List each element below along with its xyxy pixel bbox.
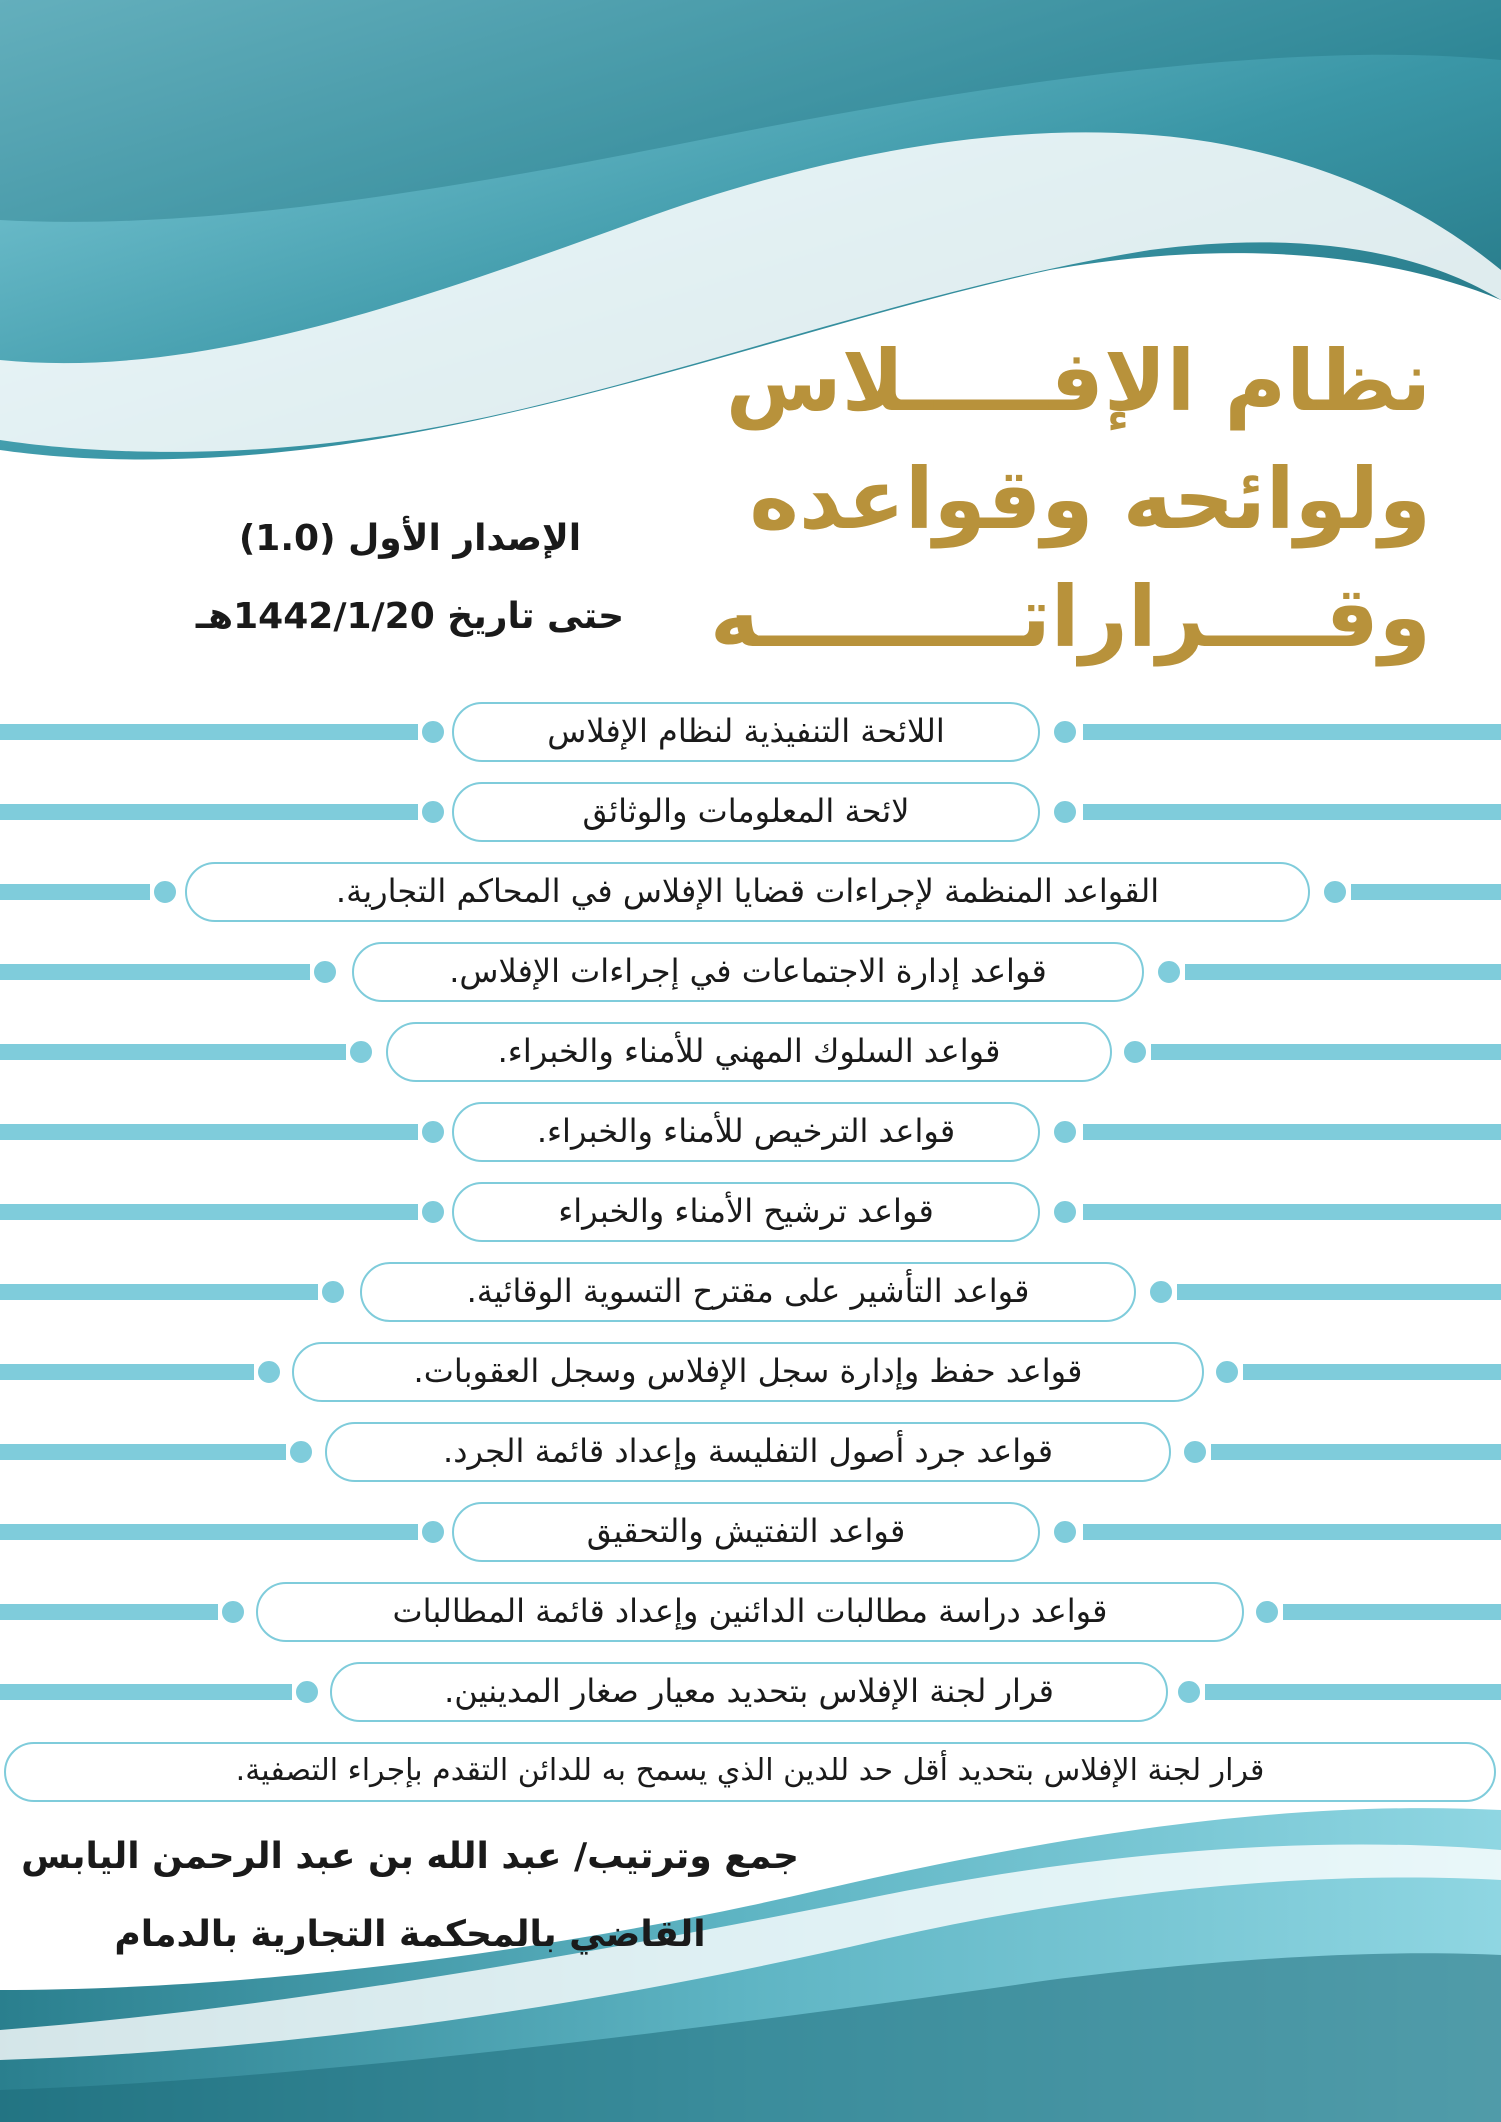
bar-right [1351, 884, 1501, 900]
bar-right [1083, 1124, 1501, 1140]
edition-date: حتى تاريخ 1442/1/20هـ [195, 596, 625, 637]
dot-left [420, 799, 446, 825]
dot-left [288, 1439, 314, 1465]
bar-right [1177, 1284, 1501, 1300]
list-item-label: قواعد جرد أصول التفليسة وإعداد قائمة الجرد. [325, 1422, 1171, 1482]
bar-right [1283, 1604, 1501, 1620]
dot-right [1182, 1439, 1208, 1465]
main-title [671, 322, 1431, 676]
list-item-label: قواعد التأشير على مقترح التسوية الوقائية. [360, 1262, 1136, 1322]
bar-right [1151, 1044, 1501, 1060]
list-item-label: قواعد الترخيص للأمناء والخبراء. [452, 1102, 1040, 1162]
dot-right [1148, 1279, 1174, 1305]
edition-version: الإصدار الأول (1.0) [238, 518, 582, 559]
dot-right [1052, 799, 1078, 825]
credits-author: جمع وترتيب/ عبد الله بن عبد الرحمن اليابس [21, 1836, 799, 1877]
list-item-label: لائحة المعلومات والوثائق [452, 782, 1040, 842]
dot-right [1176, 1679, 1202, 1705]
list-item [0, 1012, 1501, 1092]
dot-left [348, 1039, 374, 1065]
dot-right [1122, 1039, 1148, 1065]
bar-left [0, 1524, 418, 1540]
dot-left [420, 1199, 446, 1225]
list-item-label: القواعد المنظمة لإجراءات قضايا الإفلاس في المحاكم التجارية. [185, 862, 1310, 922]
dot-left [152, 879, 178, 905]
bar-left [0, 724, 418, 740]
list-item [0, 1252, 1501, 1332]
title-line-2: ولوائحه وقواعده [749, 450, 1431, 548]
bar-left [0, 1364, 254, 1380]
bar-right [1205, 1684, 1501, 1700]
list-item-label: قواعد السلوك المهني للأمناء والخبراء. [386, 1022, 1112, 1082]
list-item-label: قواعد التفتيش والتحقيق [452, 1502, 1040, 1562]
bar-right [1083, 1204, 1501, 1220]
dot-left [320, 1279, 346, 1305]
list-item [0, 1332, 1501, 1412]
bar-left [0, 1604, 218, 1620]
dot-right [1052, 1519, 1078, 1545]
list-item [0, 772, 1501, 852]
bar-left [0, 1124, 418, 1140]
list-item-label: قرار لجنة الإفلاس بتحديد معيار صغار المدينين. [330, 1662, 1168, 1722]
bar-right [1185, 964, 1501, 980]
list-item [0, 1172, 1501, 1252]
dot-right [1052, 1199, 1078, 1225]
list-item [0, 1732, 1501, 1812]
dot-right [1322, 879, 1348, 905]
contents-list [0, 692, 1501, 1812]
list-item [0, 1652, 1501, 1732]
list-item [0, 932, 1501, 1012]
bar-left [0, 804, 418, 820]
dot-right [1254, 1599, 1280, 1625]
title-line-1: نظام الإفـــــلاس [725, 332, 1431, 430]
bar-right [1083, 1524, 1501, 1540]
credits-position: القاضي بالمحكمة التجارية بالدمام [114, 1914, 706, 1955]
list-item [0, 1412, 1501, 1492]
list-item [0, 1092, 1501, 1172]
dot-right [1052, 719, 1078, 745]
bar-left [0, 1684, 292, 1700]
bar-left [0, 964, 310, 980]
dot-left [420, 719, 446, 745]
bar-right [1243, 1364, 1501, 1380]
bar-right [1083, 804, 1501, 820]
title-line-3: وقــــراراتـــــــــه [709, 568, 1431, 666]
dot-right [1214, 1359, 1240, 1385]
list-item-label: قواعد دراسة مطالبات الدائنين وإعداد قائمة المطالبات [256, 1582, 1244, 1642]
dot-right [1156, 959, 1182, 985]
list-item-label: قواعد حفظ وإدارة سجل الإفلاس وسجل العقوبات. [292, 1342, 1204, 1402]
dot-left [256, 1359, 282, 1385]
dot-right [1052, 1119, 1078, 1145]
bar-left [0, 1044, 346, 1060]
list-item [0, 692, 1501, 772]
list-item-label: قواعد ترشيح الأمناء والخبراء [452, 1182, 1040, 1242]
list-item-label: اللائحة التنفيذية لنظام الإفلاس [452, 702, 1040, 762]
dot-left [420, 1119, 446, 1145]
bar-left [0, 1284, 318, 1300]
credits [0, 1818, 820, 1974]
bar-left [0, 1444, 286, 1460]
bar-right [1211, 1444, 1501, 1460]
dot-left [420, 1519, 446, 1545]
list-item [0, 852, 1501, 932]
list-item [0, 1492, 1501, 1572]
bar-left [0, 1204, 418, 1220]
dot-left [294, 1679, 320, 1705]
dot-left [220, 1599, 246, 1625]
list-item [0, 1572, 1501, 1652]
list-item-label: قواعد إدارة الاجتماعات في إجراءات الإفلاس. [352, 942, 1144, 1002]
edition-info [150, 500, 670, 656]
bar-left [0, 884, 150, 900]
dot-left [312, 959, 338, 985]
list-item-label: قرار لجنة الإفلاس بتحديد أقل حد للدين الذي يسمح به للدائن التقدم بإجراء التصفية. [4, 1742, 1496, 1802]
bar-right [1083, 724, 1501, 740]
